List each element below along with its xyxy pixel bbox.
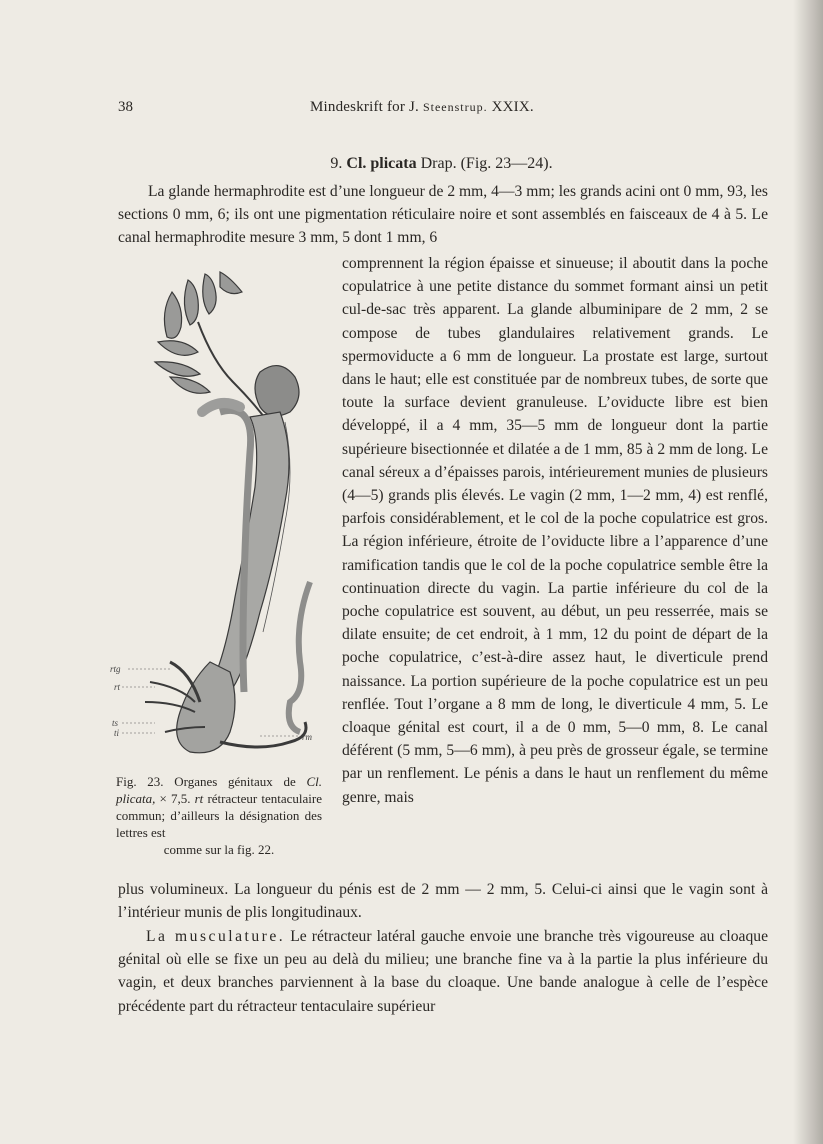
albumen-gland: [255, 366, 299, 416]
genital-organs-drawing: [110, 262, 335, 772]
caption-rt: rt: [194, 791, 204, 806]
diverticulum: [289, 582, 310, 732]
caption-text-4: comme sur la fig. 22.: [163, 842, 275, 857]
hermaphrodite-gland: [155, 272, 242, 393]
paragraph-3: plus volumineux. La longueur du pénis est de 2 mm — 2 mm, 5. Celui-ci ainsi que le vagin sont à l’intérieur munis de plis longitudinaux.: [118, 881, 768, 922]
journal-name: Steenstrup.: [422, 100, 488, 114]
section-genus: Cl.: [346, 155, 367, 172]
running-head: [118, 99, 768, 119]
musculature-heading: La musculature.: [146, 928, 286, 945]
caption-species: Cl. plicata,: [116, 774, 323, 806]
paragraph-2: comprennent la région épaisse et sinueuse; il aboutit dans la poche copulatrice à une petite distance du sommet formant ainsi un petit cul-de-sac très apparent. La glande albuminipare de 2 mm, 2 se compose de tubes glandulaires relativement grands. Le spermoviducte a 6 mm de longueur. La prostate est large, surtout dans le haut; elle est constituée par de nombreux tubes, de sorte que toute la surface devient granuleuse. L’oviducte libre est bien développé, il a 4 mm, 35—5 mm de longueur dont la partie supérieure bisectionnée et dilatée a de 1 mm, 85 à 2 mm de long. Le canal séreux a d’épaisses parois, intérieurement munies de plusieurs (4—5) grands plis élevés. Le vagin (2 mm, 1—2 mm, 4) est renflé, parfois considérablement, et le col de la poche copulatrice est gros. La région inférieure, étroite de l’oviducte libre a l’apparence d’une ramification tandis que le col de la poche copulatrice semble être la continuation directe du vagin. La partie inférieure du col de la poche copulatrice est souvent, au début, un peu resserrée, mais se dilate ensuite; de cet endroit, à 1 mm, 12 du point de départ de la poche copulatrice, c’est-à-dire assez haut, le diverticule prend naissance. La portion supérieure de la poche copulatrice est un peu renflée. Tout l’organe a 8 mm de long, le diverticule 4 mm, 5. Le cloaque génital est court, il a de 0 mm, 5—0 mm, 8. Le canal déférent (5 mm, 5—6 mm), à peu près de grosseur égale, se termine par un renflement. Le pénis a dans le haut un renflement du même genre, mais: [342, 255, 768, 806]
label-ti: ti: [114, 728, 120, 738]
section-number: 9.: [330, 155, 343, 172]
paragraph-4: [118, 925, 768, 1018]
label-rt: rt: [114, 682, 121, 692]
figure-23-illustration: [110, 262, 335, 772]
section-title: [0, 155, 823, 173]
section-figure-ref: (Fig. 23—24).: [460, 155, 553, 172]
caption-label: Fig. 23.: [116, 774, 164, 789]
paragraph-1: La glande hermaphrodite est d’une longueur de 2 mm, 4—3 mm; les grands acini ont 0 mm, 93, les sections 0 mm, 6; ils ont une pigmentation réticulaire noire et sont assemblés en faisceaux de 4 à 5. Le canal hermaphrodite mesure 3 mm, 5 dont 1 mm, 6: [118, 183, 768, 247]
label-ts: ts: [112, 718, 119, 728]
journal-prefix: Mindeskrift for J.: [310, 99, 420, 115]
volume-number: XXIX.: [491, 99, 534, 115]
caption-text-1: Organes génitaux de: [174, 774, 296, 789]
label-rtg: rtg: [110, 664, 121, 674]
section-species: plicata: [370, 155, 417, 172]
section-author: Drap.: [420, 155, 457, 172]
journal-title: [310, 99, 534, 116]
label-rm: rm: [302, 732, 313, 742]
paragraph-4-text: Le rétracteur latéral gauche envoie une branche très vigoureuse au cloaque génital où elle se fixe un peu au delà du milieu; une branche fine va à la partie la plus inférieure du vagin, et deux branches parviennent à la base du cloaque. Une bande analogue à celle de l’espèce précédente part du rétracteur tentaculaire supérieur: [118, 928, 768, 1015]
page-number: 38: [118, 99, 133, 115]
figure-caption: [116, 773, 322, 858]
caption-magnification: × 7,5.: [159, 791, 191, 806]
caption-text-3: rétracteur tentaculaire commun; d’ailleurs la désignation des lettres est: [116, 791, 322, 840]
